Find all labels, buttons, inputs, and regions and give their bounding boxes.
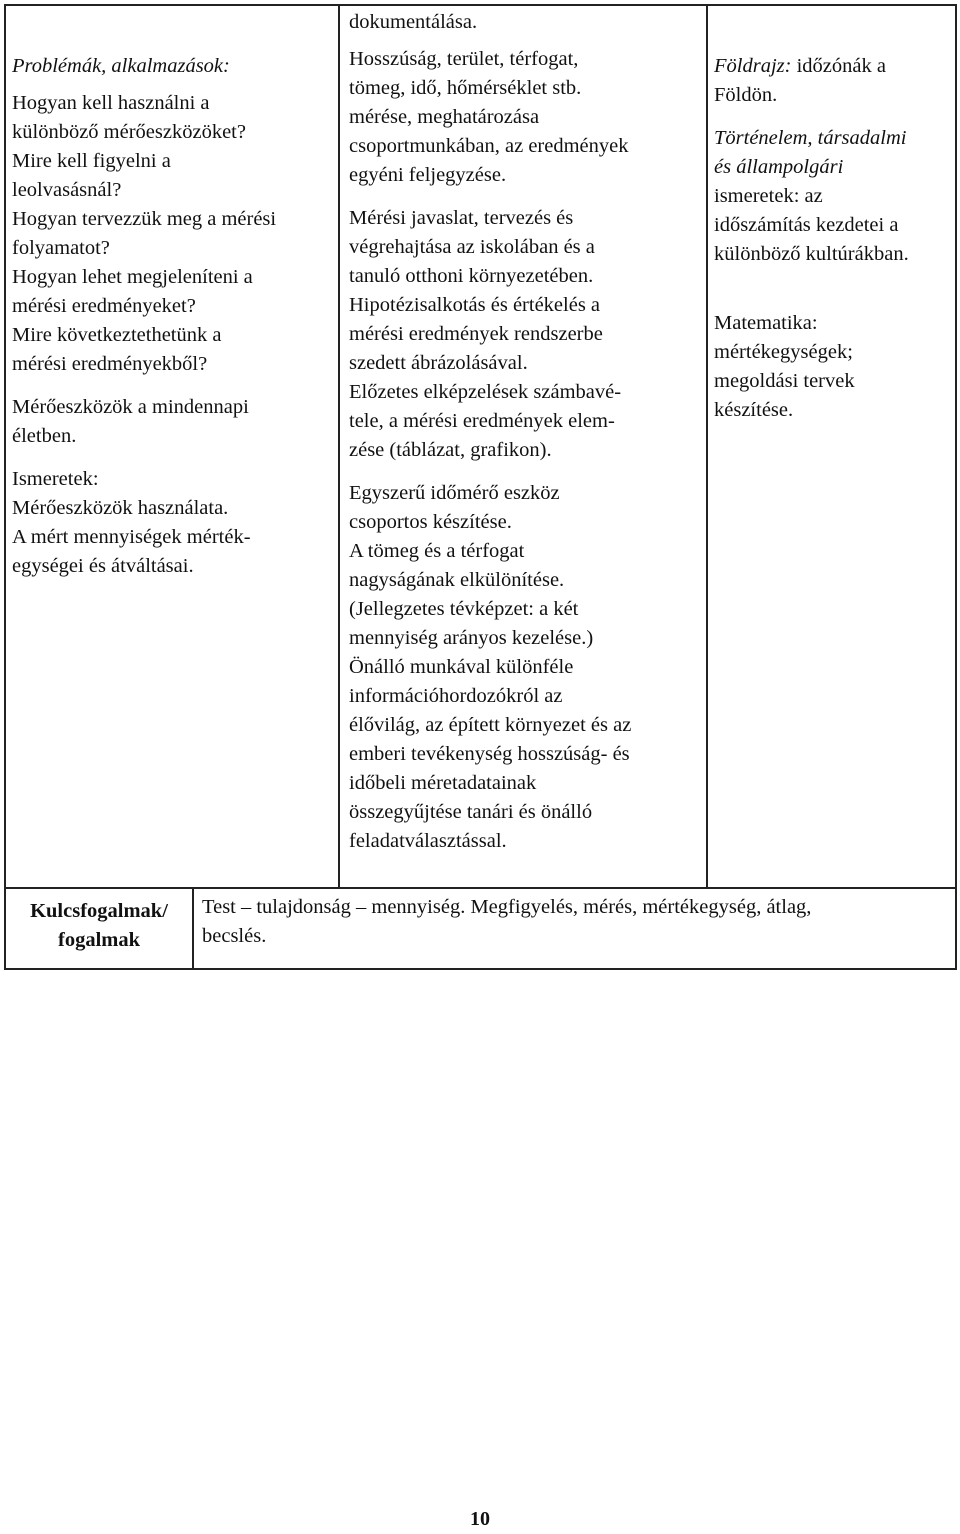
question-line: leolvasásnál? bbox=[12, 179, 122, 201]
problems-heading: Problémák, alkalmazások: bbox=[12, 55, 230, 77]
knowledge-line: Mérőeszközök használata. bbox=[12, 497, 229, 519]
activity-line: csoportos készítése. bbox=[349, 511, 512, 533]
everyday-line: Mérőeszközök a mindennapi bbox=[12, 396, 249, 418]
question-line: Hogyan lehet megjeleníteni a bbox=[12, 266, 253, 288]
geography-text: időzónák a bbox=[791, 55, 886, 77]
activity-line: tömeg, idő, hőmérséklet stb. bbox=[349, 77, 582, 99]
activity-line: tanuló otthoni környezetében. bbox=[349, 265, 594, 287]
questions-list bbox=[12, 89, 338, 379]
key-concepts-label-cell bbox=[4, 887, 194, 970]
activity-line: egyéni feljegyzése. bbox=[349, 164, 507, 186]
problems-cell bbox=[4, 4, 340, 889]
connections-cell bbox=[706, 4, 957, 889]
key-concepts-text: becslés. bbox=[202, 925, 267, 947]
history-subject-line: és állampolgári bbox=[714, 156, 844, 178]
activities-cell bbox=[338, 4, 708, 889]
activity-line: Előzetes elképzelések számbavé- bbox=[349, 381, 622, 403]
knowledge-line: A mért mennyiségek mérték- bbox=[12, 526, 251, 548]
activity-line: tele, a mérési eredmények elem- bbox=[349, 410, 615, 432]
activity-line: emberi tevékenység hosszúság- és bbox=[349, 743, 630, 765]
question-line: különböző mérőeszközöket? bbox=[12, 121, 246, 143]
geography-text-line: Földön. bbox=[714, 84, 778, 106]
key-concepts-label: Kulcsfogalmak/ bbox=[30, 900, 168, 922]
geography-line bbox=[714, 52, 955, 81]
question-line: mérési eredményeket? bbox=[12, 295, 196, 317]
activity-line: Hosszúság, terület, térfogat, bbox=[349, 48, 579, 70]
question-line: Mire következtethetünk a bbox=[12, 324, 222, 346]
history-text-line: időszámítás kezdetei a bbox=[714, 214, 899, 236]
key-concepts-text-cell bbox=[192, 887, 957, 970]
activity-line: csoportmunkában, az eredmények bbox=[349, 135, 629, 157]
activity-line: szedett ábrázolásával. bbox=[349, 352, 528, 374]
question-line: Hogyan kell használni a bbox=[12, 92, 210, 114]
curriculum-table bbox=[4, 4, 957, 970]
history-text-line: különböző kultúrákban. bbox=[714, 243, 909, 265]
math-subject: Matematika: bbox=[714, 312, 818, 334]
key-concepts-text: Test – tulajdonság – mennyiség. Megfigyelés, mérés, mértékegység, átlag, bbox=[202, 896, 812, 918]
question-line: folyamatot? bbox=[12, 237, 110, 259]
activity-line: élővilág, az épített környezet és az bbox=[349, 714, 632, 736]
question-line: Hogyan tervezzük meg a mérési bbox=[12, 208, 277, 230]
activity-line: Önálló munkával különféle bbox=[349, 656, 574, 678]
history-subject-line: Történelem, társadalmi bbox=[714, 127, 907, 149]
page-number: 10 bbox=[470, 1508, 490, 1530]
activity-line: Hipotézisalkotás és értékelés a bbox=[349, 294, 601, 316]
activities-top-line: dokumentálása. bbox=[349, 11, 478, 33]
math-text-line: megoldási tervek bbox=[714, 370, 855, 392]
everyday-line: életben. bbox=[12, 425, 77, 447]
activities-block-3 bbox=[349, 479, 706, 856]
activity-line: összegyűjtése tanári és önálló bbox=[349, 801, 593, 823]
history-text-line: ismeretek: az bbox=[714, 185, 823, 207]
activity-line: mérése, meghatározása bbox=[349, 106, 540, 128]
activity-line: információhordozókról az bbox=[349, 685, 563, 707]
question-line: mérési eredményekből? bbox=[12, 353, 208, 375]
key-concepts-label: fogalmak bbox=[58, 929, 140, 951]
activity-line: mennyiség arányos kezelése.) bbox=[349, 627, 594, 649]
activity-line: A tömeg és a térfogat bbox=[349, 540, 525, 562]
activities-block-2 bbox=[349, 204, 706, 465]
knowledge-line: egységei és átváltásai. bbox=[12, 555, 194, 577]
activity-line: Mérési javaslat, tervezés és bbox=[349, 207, 574, 229]
activity-line: mérési eredmények rendszerbe bbox=[349, 323, 603, 345]
activities-block-1 bbox=[349, 45, 706, 190]
question-line: Mire kell figyelni a bbox=[12, 150, 171, 172]
activity-line: feladatválasztással. bbox=[349, 830, 507, 852]
activity-line: Egyszerű időmérő eszköz bbox=[349, 482, 560, 504]
math-text-line: készítése. bbox=[714, 399, 794, 421]
knowledge-label: Ismeretek: bbox=[12, 468, 99, 490]
activity-line: időbeli méretadatainak bbox=[349, 772, 537, 794]
activity-line: (Jellegzetes tévképzet: a két bbox=[349, 598, 579, 620]
geography-subject: Földrajz: bbox=[714, 55, 792, 77]
activity-line: zése (táblázat, grafikon). bbox=[349, 439, 552, 461]
activity-line: nagyságának elkülönítése. bbox=[349, 569, 565, 591]
math-text-line: mértékegységek; bbox=[714, 341, 853, 363]
activity-line: végrehajtása az iskolában és a bbox=[349, 236, 595, 258]
